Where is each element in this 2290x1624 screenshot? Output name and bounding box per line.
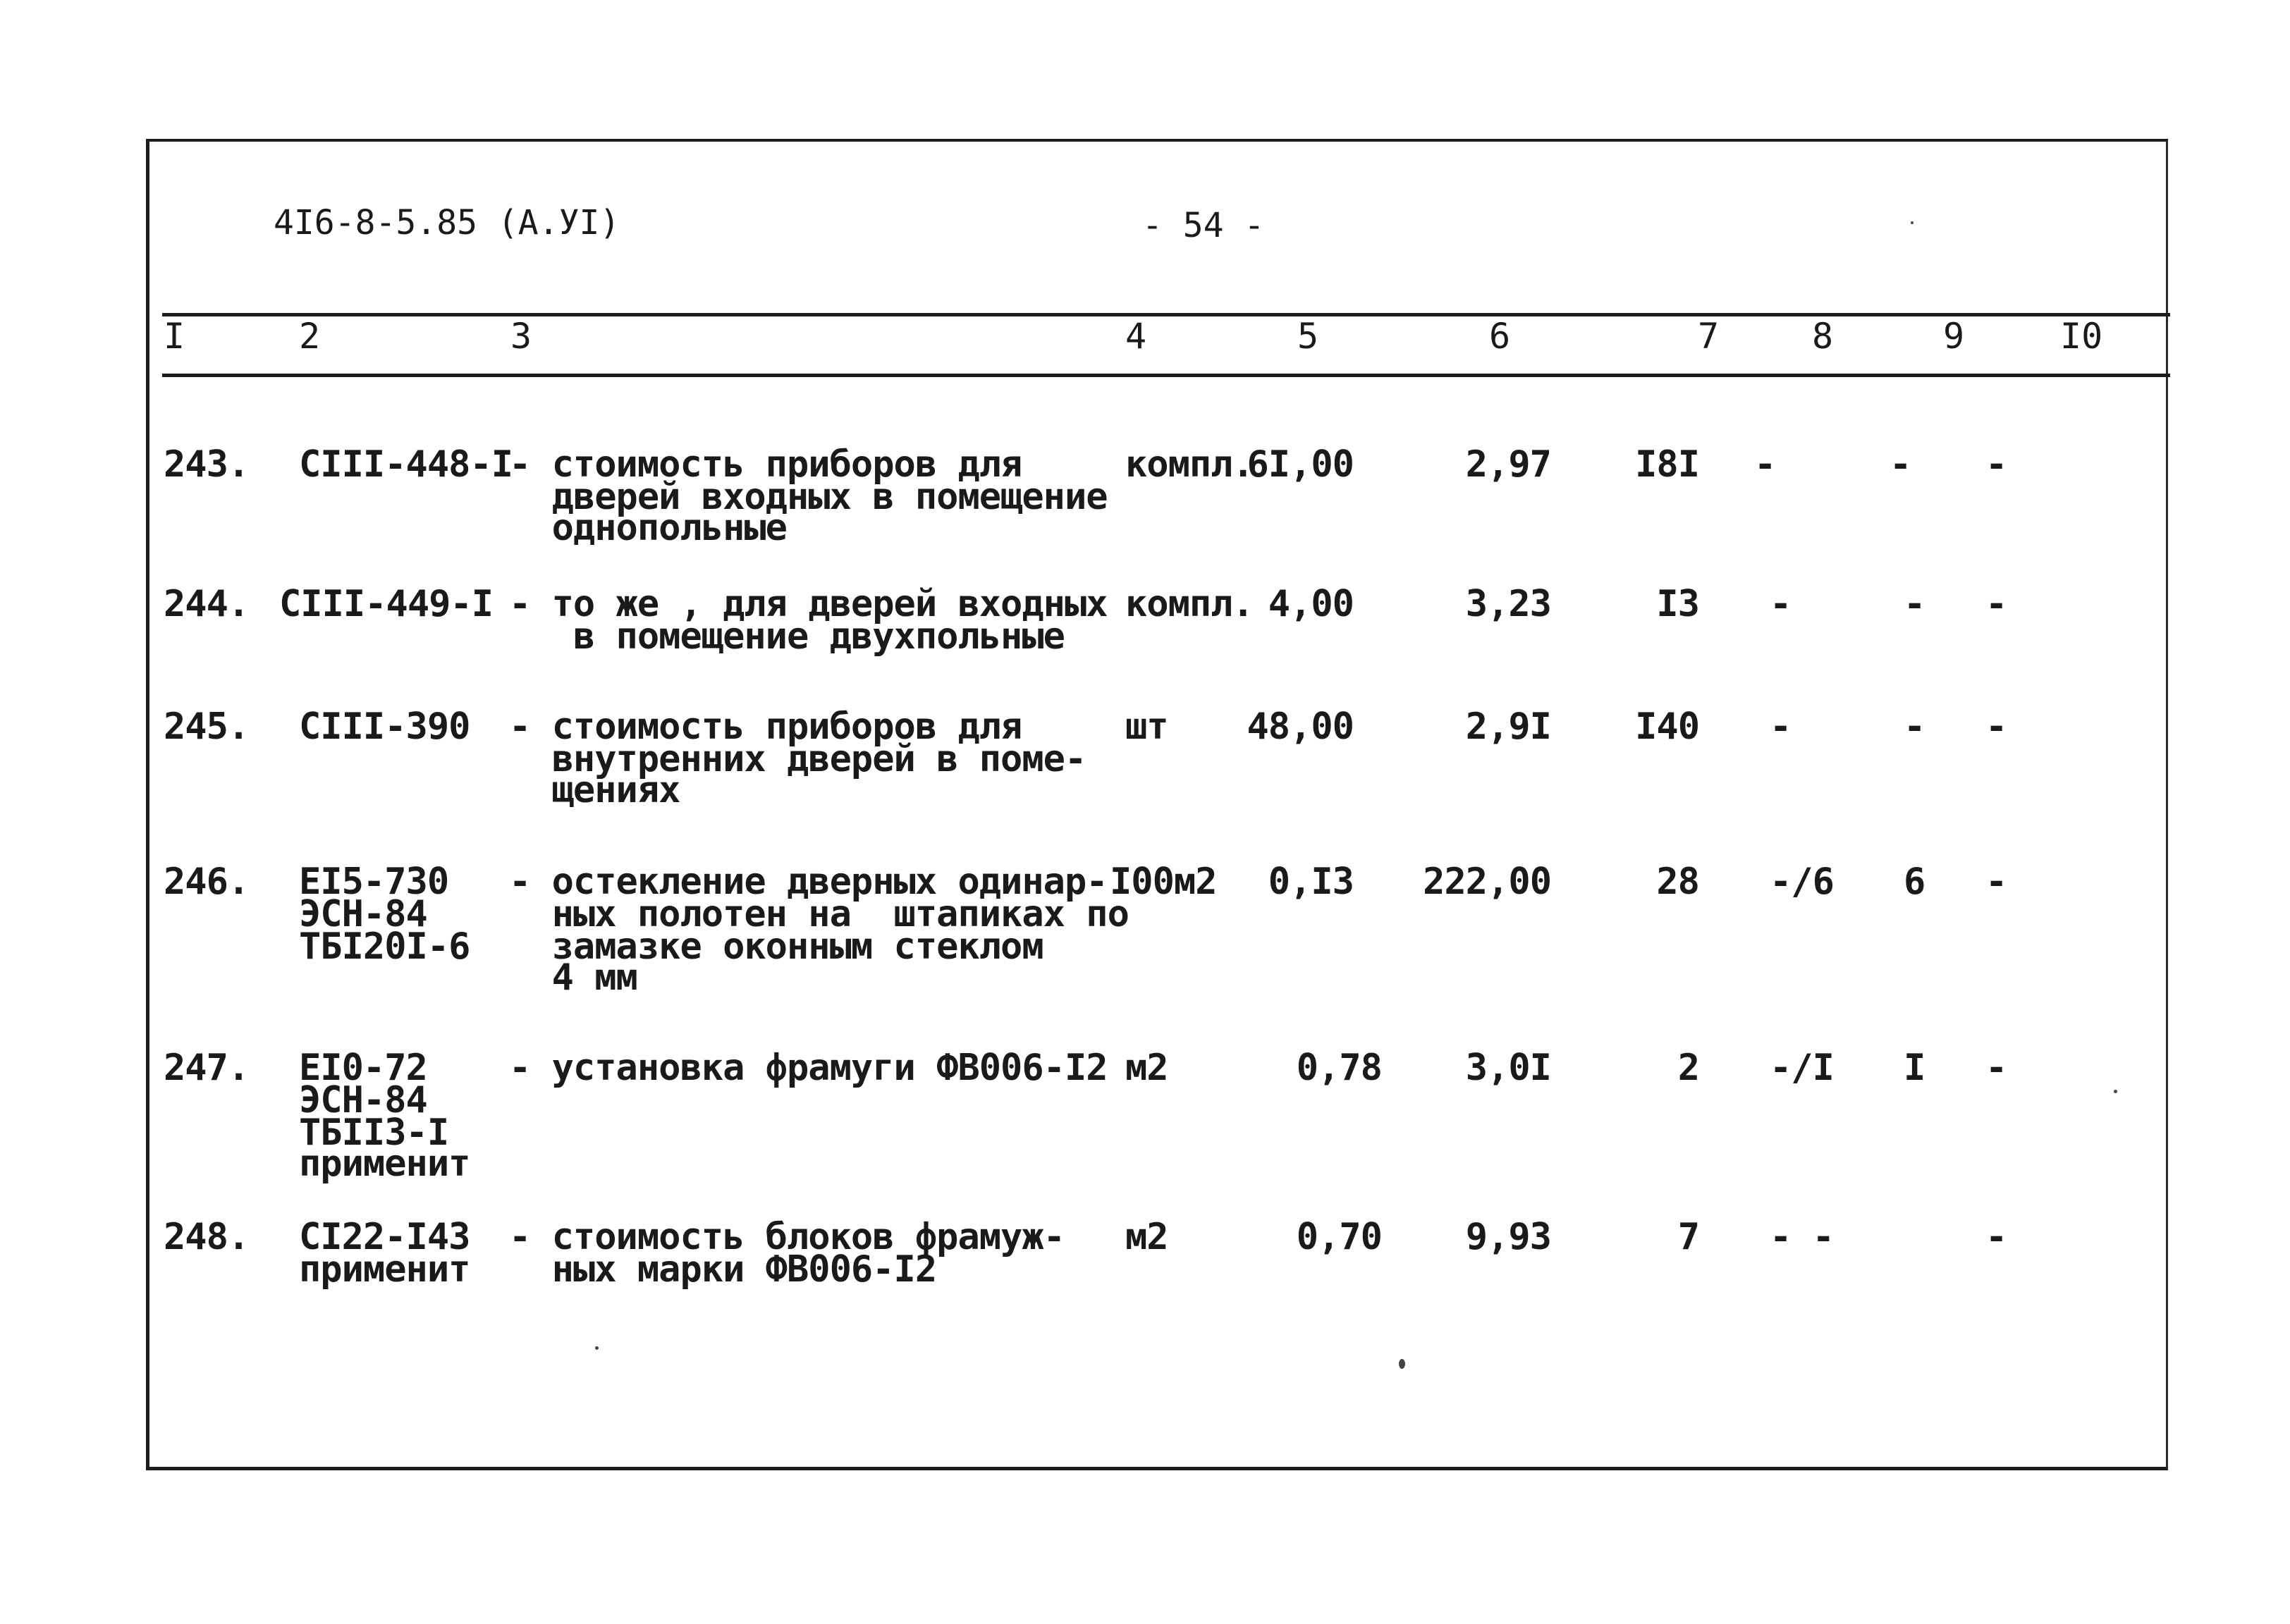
row-description-line: дверей входных в помещение (509, 476, 1108, 518)
row-number: 247. (164, 1047, 250, 1089)
row-description-line: - стоимость приборов для (509, 443, 1022, 486)
row-number: 246. (164, 861, 250, 903)
column-number: 5 (1297, 316, 1319, 357)
row-description-line: щениях (509, 769, 680, 811)
column-number: 7 (1698, 316, 1720, 357)
row-unit-price: 2,9I (1465, 706, 1551, 748)
row-unit-price: 222,00 (1423, 861, 1551, 903)
row-description-line: ных марки ФВ006-I2 (509, 1248, 937, 1291)
row-total: 28 (1656, 861, 1699, 903)
column-number: 9 (1943, 316, 1965, 357)
row-code-line: ЭСН-84 (299, 893, 427, 935)
row-unit: I00м2 (1110, 861, 1217, 903)
row-number: 248. (164, 1216, 250, 1258)
column-number: 3 (510, 316, 532, 357)
row-code-line: СIII-449-I (279, 583, 494, 625)
column-number: 6 (1489, 316, 1511, 357)
row-total: I8I (1635, 443, 1699, 486)
row-code-line: СIII-390 (299, 706, 470, 748)
header-bottom-rule (162, 374, 2170, 377)
row-code-line: СIII-448-I (299, 443, 513, 486)
row-quantity: 0,70 (1296, 1216, 1382, 1258)
row-col9: - (1890, 443, 1911, 486)
document-code: 4I6-8-5.85 (А.УI) (274, 203, 620, 242)
row-description-line: замазке оконным стеклом (509, 925, 1043, 968)
scan-speck (595, 1346, 599, 1350)
scan-speck (1911, 221, 1914, 224)
row-col8: - (1770, 706, 1792, 748)
row-quantity: 4,00 (1268, 583, 1354, 625)
row-description-line: ных полотен на штапиках по (509, 893, 1129, 935)
row-col10: - (1985, 1216, 2007, 1258)
row-total: I40 (1635, 706, 1699, 748)
column-number: I (164, 316, 185, 357)
row-description-line: - установка фрамуги ФВ006-I2 (509, 1047, 1108, 1089)
row-number: 245. (164, 706, 250, 748)
row-col8: - (1770, 583, 1792, 625)
row-col9: - (1904, 583, 1925, 625)
row-total: I3 (1656, 583, 1699, 625)
row-description-line: - остекление дверных одинар- (509, 861, 1108, 903)
row-unit: м2 (1125, 1047, 1168, 1089)
row-col8: -/I (1770, 1047, 1834, 1089)
row-unit-price: 3,23 (1465, 583, 1551, 625)
row-col8: - (1754, 443, 1776, 486)
row-col10: - (1985, 443, 2007, 486)
row-col10: - (1985, 706, 2007, 748)
row-col9: I (1904, 1047, 1925, 1089)
row-unit-price: 3,0I (1465, 1047, 1551, 1089)
row-code-line: СI22-I43 (299, 1216, 470, 1258)
row-col10: - (1985, 1047, 2007, 1089)
row-number: 244. (164, 583, 250, 625)
row-code-line: ЕI0-72 (299, 1047, 427, 1089)
row-quantity: 6I,00 (1247, 443, 1354, 486)
scan-speck (1399, 1359, 1405, 1369)
row-col10: - (1985, 861, 2007, 903)
row-col9: - (1904, 706, 1925, 748)
row-description-line: - то же , для дверей входных (509, 583, 1108, 625)
row-unit-price: 9,93 (1465, 1216, 1551, 1258)
row-col9: 6 (1904, 861, 1925, 903)
row-description-line: - стоимость приборов для (509, 706, 1022, 748)
row-description-line: 4 мм (509, 956, 637, 999)
row-number: 243. (164, 443, 250, 486)
column-number: 4 (1125, 316, 1147, 357)
row-code-line: ТБII3-I (299, 1112, 449, 1154)
column-number: 8 (1812, 316, 1834, 357)
row-code-line: ТБI20I-6 (299, 925, 470, 968)
column-number: 2 (299, 316, 321, 357)
row-quantity: 0,78 (1296, 1047, 1382, 1089)
row-code-line: применит (299, 1248, 470, 1291)
column-number: I0 (2060, 316, 2103, 357)
row-code-line: ЕI5-730 (299, 861, 449, 903)
row-code-line: ЭСН-84 (299, 1079, 427, 1121)
row-quantity: 0,I3 (1268, 861, 1354, 903)
row-col8: -/6 (1770, 861, 1834, 903)
row-description-line: однопольные (509, 507, 787, 549)
row-description-line: внутренних дверей в поме- (509, 738, 1086, 780)
row-quantity: 48,00 (1247, 706, 1354, 748)
row-description-line: в помещение двухпольные (509, 615, 1065, 658)
row-total: 2 (1677, 1047, 1699, 1089)
scan-speck (2114, 1090, 2117, 1093)
row-col8: - - (1770, 1216, 1834, 1258)
row-unit-price: 2,97 (1465, 443, 1551, 486)
row-col10: - (1985, 583, 2007, 625)
row-unit: компл. (1125, 443, 1254, 486)
header-top-rule (162, 313, 2170, 316)
row-total: 7 (1677, 1216, 1699, 1258)
row-unit: шт (1125, 706, 1168, 748)
row-code-line: применит (299, 1143, 470, 1185)
row-unit: м2 (1125, 1216, 1168, 1258)
row-unit: компл. (1125, 583, 1254, 625)
page-number: - 54 - (1142, 206, 1265, 245)
row-description-line: - стоимость блоков фрамуж- (509, 1216, 1065, 1258)
